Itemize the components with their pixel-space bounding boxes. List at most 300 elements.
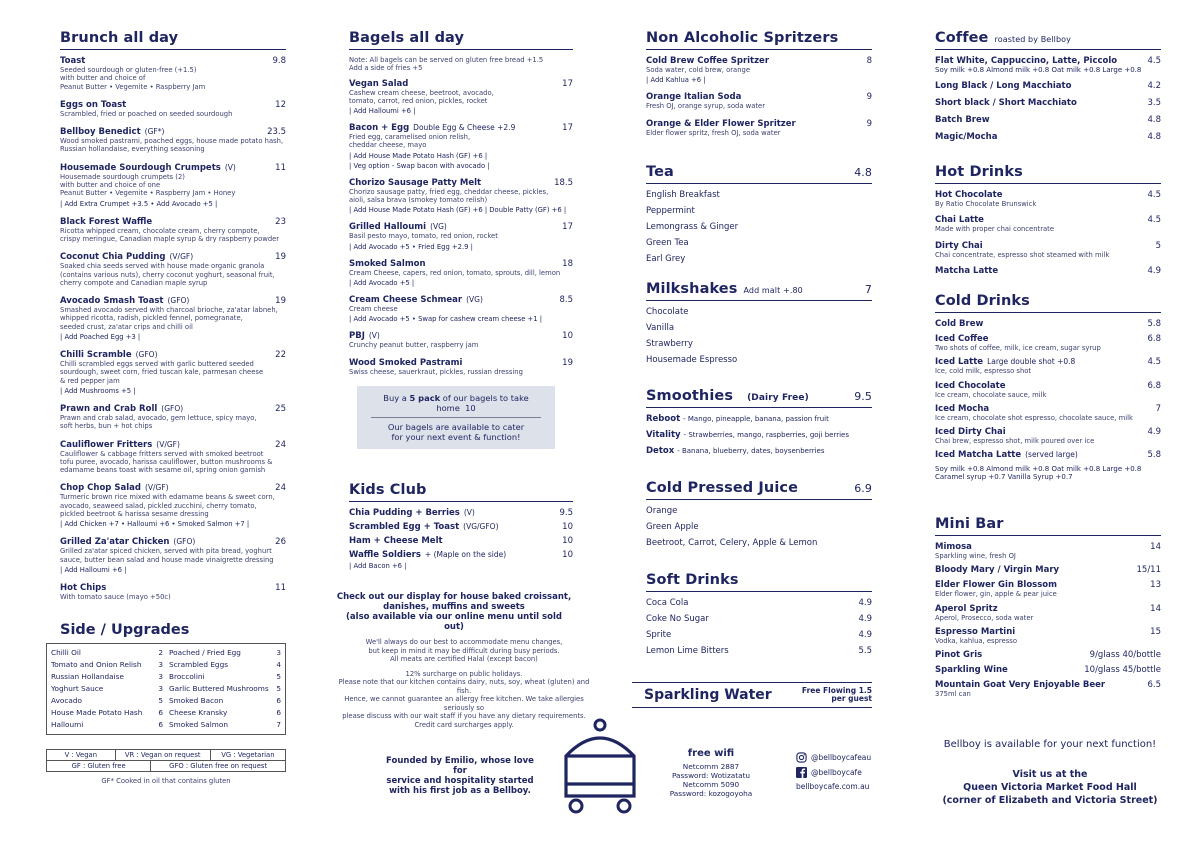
hot-drinks-section	[935, 164, 1161, 283]
menu-item-addon: | Add Halloumi +6 |	[349, 107, 416, 116]
menu-item	[935, 427, 1161, 445]
drink-name: Lemon Lime Bitters	[646, 646, 729, 656]
drink-name: Strawberry	[646, 339, 693, 349]
section-title-cold: Cold Drinks	[935, 293, 1161, 313]
menu-item-addon: | Veg option - Swap bacon with avocado |	[349, 161, 490, 170]
menu-item-name: Toast	[60, 56, 86, 66]
menu-item-desc: Cream cheese	[349, 304, 398, 313]
menu-item-desc: tofu puree, avocado, harissa cauliflower, button mushrooms &	[60, 457, 273, 466]
menu-item-name: Long Black / Long Macchiato	[935, 81, 1072, 91]
menu-item-row	[60, 404, 286, 414]
menu-item-row	[935, 381, 1161, 391]
policy-line: We'll always do our best to accommodate menu changes,	[365, 638, 563, 646]
menu-item-name: Cold Brew Coffee Spritzer	[646, 56, 770, 66]
facebook-icon	[796, 767, 807, 778]
menu-item-price: 9.8	[272, 56, 286, 66]
menu-item-price: 5	[1155, 240, 1161, 251]
menu-item	[349, 331, 573, 349]
legend-v: V : Vegan	[47, 750, 116, 760]
legend-gfstar: GF* Cooked in oil that contains gluten	[101, 777, 231, 785]
side-row	[51, 659, 163, 671]
menu-item-name: Sparkling Wine	[935, 665, 1008, 676]
menu-item-name: Coconut Chia Pudding	[60, 252, 166, 263]
side-name: Smoked Salmon	[169, 720, 228, 729]
menu-item-name: Magic/Mocha	[935, 132, 998, 142]
juice-section	[646, 480, 872, 554]
side-name: Garlic Buttered Mushrooms	[169, 684, 269, 693]
menu-item-name: PBJ	[349, 331, 365, 342]
founded-note: Founded by Emilio, whose love for service and hospitality started with his first job as a Bellboy.	[386, 756, 534, 796]
menu-item-price: 6.8	[1147, 334, 1161, 344]
drink-row	[646, 323, 872, 333]
menu-item-price: 14	[1150, 603, 1161, 614]
menu-item-desc: whipped ricotta, radish, pickled fennel, pomegranate,	[60, 314, 243, 323]
menu-item-name-wrap	[935, 565, 1059, 575]
menu-item	[935, 319, 1161, 329]
menu-item	[60, 56, 286, 91]
menu-item-row	[60, 217, 286, 227]
legend-vr: VR : Vegan on request	[116, 750, 211, 760]
smoothie-name: Reboot	[646, 414, 681, 424]
menu-item-suffix: Double Egg & Cheese +2.9	[413, 123, 516, 133]
menu-item-desc: with butter and choice of	[60, 74, 146, 83]
menu-item	[935, 334, 1161, 352]
bellboy-cart-logo	[560, 716, 640, 816]
menu-item-name: Iced Matcha Latte	[935, 450, 1022, 461]
policy-line: but keep in mind it may be difficult during busy periods.	[368, 646, 560, 655]
menu-item-row	[935, 132, 1161, 142]
kids-club	[335, 482, 573, 574]
menu-item-desc: Elder flower spritz, fresh OJ, soda water	[646, 128, 781, 137]
menu-item-name-wrap	[60, 296, 189, 306]
menu-item-name-wrap	[60, 537, 195, 547]
section-title-milkshakes: Milkshakes Add malt +.80 7	[646, 281, 872, 301]
menu-item-addon: | Add Halloumi +6 |	[60, 565, 127, 574]
menu-item-suffix: (V/GF)	[169, 252, 194, 262]
menu-item	[935, 604, 1161, 622]
menu-item-suffix: (V)	[224, 162, 236, 172]
side-name: Broccolini	[169, 672, 205, 681]
menu-item-row	[935, 241, 1161, 251]
menu-item-row	[935, 115, 1161, 125]
menu-item-desc: seeded crust, za'atar crips and chilli oil	[60, 322, 193, 331]
bagel-promo: Buy a 5 pack of our bagels to take home 10 Our bagels are available to cater for your next event & function!	[357, 386, 555, 449]
drink-name: Lemongrass & Ginger	[646, 222, 739, 232]
side-row	[169, 719, 281, 731]
minibar-section	[935, 516, 1161, 703]
side-name: Halloumi	[51, 720, 84, 729]
menu-item-suffix: (V/GF)	[156, 439, 180, 449]
menu-item-desc: Wood smoked pastrami, poached eggs, house made potato hash,	[60, 137, 284, 146]
smoothie-row	[646, 430, 872, 440]
menu-item-row	[935, 450, 1161, 460]
menu-item-row	[935, 627, 1161, 637]
menu-item-suffix: (GFO)	[135, 350, 158, 360]
menu-item	[60, 404, 286, 431]
drink-row	[646, 646, 872, 656]
menu-item-row	[935, 565, 1161, 575]
diet-legend	[46, 749, 286, 772]
menu-item-price: 7	[1155, 403, 1161, 414]
menu-item	[349, 522, 573, 532]
menu-item-row	[60, 440, 286, 450]
menu-item-name: Iced Coffee	[935, 334, 989, 344]
section-title-soft: Soft Drinks	[646, 572, 872, 592]
menu-item-row	[60, 296, 286, 306]
menu-item-price: 22	[275, 350, 286, 361]
policy-line: Credit card surcharges apply.	[414, 720, 514, 729]
drink-name: Beetroot, Carrot, Celery, Apple & Lemon	[646, 538, 818, 548]
menu-item-row	[935, 650, 1161, 660]
menu-item-name: Iced Latte	[935, 357, 984, 368]
sides-right	[169, 647, 281, 731]
drink-row	[646, 355, 872, 365]
menu-item	[935, 680, 1161, 698]
menu-item-name-wrap	[349, 222, 447, 232]
smoothie-name: Vitality	[646, 430, 681, 440]
menu-item-suffix: (GF*)	[144, 127, 165, 137]
menu-item-addon: | Add Avocado +5 • Fried Egg +2.9 |	[349, 242, 473, 251]
menu-item-price: 26	[275, 537, 286, 548]
menu-item-price: 4.5	[1147, 357, 1161, 368]
menu-item-price: 5.8	[1147, 319, 1161, 329]
drink-name: Peppermint	[646, 206, 695, 216]
menu-item-price: 9/glass 40/bottle	[1089, 650, 1161, 661]
menu-item-name-wrap	[60, 100, 126, 110]
menu-item-desc: Fried egg, caramelised onion relish,	[349, 133, 471, 142]
menu-item-name-wrap	[935, 604, 998, 614]
menu-item-name-wrap	[646, 92, 741, 102]
menu-item-price: 18	[562, 258, 573, 269]
visit-note: Visit us at the Queen Victoria Market Food Hall (corner of Elizabeth and Victoria Street)	[942, 769, 1158, 806]
menu-item-name-wrap	[60, 217, 152, 227]
smoothie-row	[646, 414, 872, 424]
menu-item-name-wrap	[60, 583, 106, 593]
section-title-tea: Tea 4.8	[646, 164, 872, 184]
menu-item	[349, 536, 573, 546]
menu-item-desc: Prawn and crab salad, avocado, gem lettuce, spicy mayo,	[60, 413, 257, 422]
menu-item-name-wrap	[349, 522, 499, 532]
menu-item-row	[935, 542, 1161, 552]
function-note: Bellboy is available for your next function!	[943, 739, 1157, 750]
menu-item-name: Matcha Latte	[935, 265, 999, 276]
side-name: Avocado	[51, 696, 82, 705]
menu-item-price: 4.9	[1147, 427, 1161, 438]
menu-item-name-wrap	[935, 627, 1015, 637]
drink-price: 4.9	[858, 614, 872, 624]
menu-item	[935, 381, 1161, 399]
menu-item-name: Aperol Spritz	[935, 603, 998, 614]
menu-item	[60, 296, 286, 341]
menu-item-price: 10	[562, 550, 573, 560]
menu-item-desc: (contains various nuts), cherry coconut yoghurt, seasonal fruit,	[60, 270, 275, 279]
menu-item-row	[646, 92, 872, 102]
menu-item-name-wrap	[935, 450, 1078, 460]
bagel-note-2: Add a side of fries +5	[349, 64, 423, 73]
side-price: 3	[158, 672, 163, 681]
menu-item	[60, 483, 286, 528]
menu-item-desc: soft herbs, bun + hot chips	[60, 422, 153, 431]
menu-item-name: Iced Dirty Chai	[935, 427, 1006, 438]
menu-item-row	[935, 81, 1161, 91]
menu-item-suffix: (V)	[463, 508, 475, 517]
menu-item	[60, 100, 286, 118]
side-row	[169, 707, 281, 719]
display-note: Check out our display for house baked croissant, danishes, muffins and sweets (also available via our online menu until sold out)	[336, 592, 572, 632]
menu-item-desc: Swiss cheese, sauerkraut, pickles, russian dressing	[349, 367, 523, 376]
drink-name: Chocolate	[646, 307, 689, 317]
side-price: 2	[158, 648, 163, 657]
drink-row	[646, 630, 872, 640]
facebook-handle[interactable]: @bellboycafe	[811, 768, 862, 777]
column-bagels	[335, 30, 573, 449]
menu-item-desc: Seeded sourdough or gluten-free (+1.5)	[60, 66, 197, 74]
menu-item	[935, 627, 1161, 645]
section-title-spritzers: Non Alcoholic Spritzers	[646, 30, 872, 50]
menu-item-desc: Sparkling wine, fresh OJ	[935, 552, 1016, 560]
menu-item-name-wrap	[935, 680, 1105, 690]
menu-item-price: 25	[275, 403, 286, 414]
menu-item-name: Chilli Scramble	[60, 350, 132, 361]
menu-item-name-wrap	[935, 319, 983, 329]
drink-row	[646, 307, 872, 317]
menu-item-name-wrap	[935, 650, 982, 660]
menu-item-name-wrap	[349, 536, 443, 546]
menu-item-desc: Chai concentrate, espresso shot steamed with milk	[935, 250, 1110, 259]
side-price: 3	[158, 684, 163, 693]
menu-item	[935, 565, 1161, 575]
menu-item-price: 19	[275, 252, 286, 263]
side-row	[51, 695, 163, 707]
menu-item-suffix: (V/GF)	[144, 483, 169, 493]
menu-item-name: Smoked Salmon	[349, 258, 426, 269]
menu-item-name-wrap	[349, 259, 426, 269]
menu-item-row	[60, 537, 286, 547]
sides-table	[46, 643, 286, 735]
menu-item-name: Grilled Halloumi	[349, 222, 427, 233]
menu-item	[935, 241, 1161, 259]
menu-item	[60, 217, 286, 244]
menu-item-desc: 375ml can	[935, 690, 971, 699]
menu-item-name-wrap	[935, 357, 1075, 367]
menu-item-price: 10/glass 45/bottle	[1084, 665, 1161, 676]
section-title-minibar: Mini Bar	[935, 516, 1161, 536]
drink-name: Sprite	[646, 630, 672, 640]
menu-item-name-wrap	[60, 56, 85, 66]
menu-item-row	[935, 56, 1161, 66]
menu-item-price: 4.2	[1147, 81, 1161, 91]
menu-item-row	[349, 550, 573, 560]
side-name: House Made Potato Hash	[51, 708, 143, 717]
side-price: 5	[276, 672, 281, 681]
menu-item-desc: Made with proper chai concentrate	[935, 225, 1054, 234]
section-title-kids: Kids Club	[349, 482, 573, 502]
menu-item-desc: Vodka, kahlua, espresso	[935, 636, 1017, 645]
side-name: Yoghurt Sauce	[51, 684, 104, 693]
menu-item-desc: Two shots of coffee, milk, ice cream, sugar syrup	[935, 344, 1101, 352]
menu-item-name-wrap	[60, 163, 236, 173]
drink-name: Vanilla	[646, 323, 675, 333]
menu-item-price: 23	[275, 216, 286, 227]
menu-item-name: Ham + Cheese Melt	[349, 536, 443, 546]
menu-item-desc: Grilled za'atar spiced chicken, served with pita bread, yoghurt	[60, 547, 272, 556]
side-row	[169, 659, 281, 671]
menu-item-name: Cauliflower Fritters	[60, 439, 153, 450]
side-price: 5	[276, 684, 281, 693]
cart-logo-icon	[560, 716, 640, 816]
menu-item-row	[60, 100, 286, 110]
smoothie-desc: - Banana, blueberry, dates, boysenberries	[677, 447, 825, 455]
menu-item-addon: | Add House Made Potato Hash (GF) +6 | Double Patty (GF) +6 |	[349, 206, 567, 215]
menu-item-desc: Aperol, Prosecco, soda water	[935, 613, 1034, 622]
menu-item-price: 5.8	[1147, 450, 1161, 461]
drink-price: 4.9	[858, 630, 872, 640]
menu-item-row	[935, 319, 1161, 329]
menu-item-row	[935, 665, 1161, 675]
menu-item-desc: Crunchy peanut butter, raspberry jam	[349, 341, 479, 350]
menu-item-suffix: (V)	[368, 331, 380, 341]
menu-item-name: Hot Chocolate	[935, 190, 1003, 200]
side-name: Scrambled Eggs	[169, 660, 228, 669]
drink-name: Orange	[646, 506, 678, 516]
side-row	[169, 695, 281, 707]
smoothie-desc: - Mango, pineapple, banana, passion fruit	[683, 415, 829, 423]
menu-item-desc: Smashed avocado served with charcoal brioche, za'atar labneh,	[60, 306, 278, 315]
menu-item-desc: Turmeric brown rice mixed with edamame beans & sweet corn,	[60, 493, 275, 502]
section-title-bagels: Bagels all day	[349, 30, 573, 50]
menu-item-price: 19	[275, 296, 286, 307]
menu-item	[646, 56, 872, 84]
menu-item	[349, 259, 573, 287]
menu-item-price: 4.8	[1147, 132, 1161, 142]
legend-gfo: GFO : Gluten free on request	[169, 762, 268, 770]
drink-price: 5.5	[858, 646, 872, 656]
menu-item-name-wrap	[935, 266, 998, 276]
menu-item-row	[935, 604, 1161, 614]
side-price: 7	[276, 720, 281, 729]
menu-item	[935, 357, 1161, 375]
section-title-juice: Cold Pressed Juice 6.9	[646, 480, 872, 500]
menu-item	[935, 450, 1161, 460]
menu-item	[349, 178, 573, 215]
smoothie-row	[646, 446, 872, 456]
menu-item	[349, 123, 573, 170]
wifi-title: free wifi	[687, 748, 735, 759]
menu-item-name: Waffle Soldiers	[349, 550, 421, 560]
instagram-handle[interactable]: @bellboycafeau	[811, 753, 872, 762]
menu-item	[349, 550, 573, 570]
menu-item	[935, 542, 1161, 560]
menu-item-desc: Soaked chia seeds served with house made organic granola	[60, 262, 265, 271]
menu-item-row	[935, 215, 1161, 225]
menu-item-name-wrap	[60, 483, 169, 493]
menu-item	[349, 79, 573, 116]
menu-item-price: 11	[275, 582, 286, 593]
menu-item-name: Wood Smoked Pastrami	[349, 357, 463, 368]
menu-item-name-wrap	[935, 334, 989, 344]
menu-item-price: 10	[562, 522, 573, 532]
policy-note	[335, 638, 593, 729]
menu-item-price: 23.5	[267, 127, 286, 138]
menu-item-row	[935, 357, 1161, 367]
menu-item-desc: Scrambled, fried or poached on seeded sourdough	[60, 109, 233, 118]
menu-item-price: 4.9	[1147, 265, 1161, 276]
menu-item-name: Espresso Martini	[935, 626, 1016, 637]
menu-item-row	[349, 522, 573, 532]
menu-item-name-wrap	[935, 56, 1117, 66]
menu-item-name: Eggs on Toast	[60, 99, 127, 110]
menu-item-desc: aioli, salsa brava (smokey tomato relish)	[349, 196, 488, 205]
menu-item-desc: edamame beans toast with sesame oil, spring onion garnish	[60, 466, 266, 475]
menu-item-desc: Peanut Butter • Vegemite • Raspberry Jam	[60, 82, 206, 91]
social-links	[796, 752, 896, 791]
menu-item-desc: Cream Cheese, capers, red onion, tomato, sprouts, dill, lemon	[349, 268, 561, 277]
drink-row	[646, 506, 872, 516]
menu-item-name: Flat White, Cappuccino, Latte, Piccolo	[935, 56, 1118, 66]
menu-item-row	[935, 680, 1161, 690]
wifi-info: free wifi Netcomm 2887 Password: Wotizatatu Netcomm 5090 Password: kozogoyoha	[656, 748, 766, 798]
policy-line: Please note that our kitchen contains dairy, nuts, soy, wheat (gluten) and fish.	[338, 678, 590, 695]
menu-item-price: 10	[562, 331, 573, 342]
menu-item-addon: | Add Poached Egg +3 |	[60, 333, 141, 342]
menu-item-price: 24	[275, 439, 286, 450]
menu-item-desc: Chai brew, espresso shot, milk poured over ice	[935, 437, 1095, 446]
drink-row	[646, 339, 872, 349]
menu-item-name-wrap	[935, 115, 990, 125]
menu-item-name-wrap	[349, 508, 475, 518]
side-row	[51, 707, 163, 719]
menu-item	[349, 508, 573, 518]
menu-item-row	[349, 123, 573, 133]
menu-item-desc: Chilli scrambled eggs served with garlic buttered seeded	[60, 360, 254, 369]
menu-item-name-wrap	[349, 358, 462, 368]
side-name: Cheese Kransky	[169, 708, 228, 717]
menu-item-suffix: (served large)	[1025, 450, 1078, 460]
menu-item-row	[60, 163, 286, 173]
menu-item-price: 4.5	[1147, 215, 1161, 226]
drink-row	[646, 222, 872, 232]
drink-row	[646, 522, 872, 532]
menu-item-price: 11	[275, 162, 286, 173]
side-name: Russian Hollandaise	[51, 672, 124, 681]
menu-item	[935, 580, 1161, 598]
menu-item-addon: | Add House Made Potato Hash (GF) +6 |	[349, 151, 488, 160]
menu-item-row	[349, 536, 573, 546]
menu-item-suffix: (VG)	[466, 294, 483, 304]
menu-item-name-wrap	[60, 127, 164, 137]
menu-item-name: Iced Mocha	[935, 403, 990, 414]
side-price: 6	[158, 720, 163, 729]
menu-item-row	[935, 427, 1161, 437]
side-price: 3	[158, 660, 163, 669]
menu-item-desc: tomato, carrot, red onion, pickles, rocket	[349, 96, 488, 105]
menu-item-price: 9.5	[559, 508, 573, 518]
menu-item-addon: | Add Avocado +5 |	[349, 278, 415, 287]
menu-item-desc: Peanut Butter • Vegemite • Raspberry Jam • Honey	[60, 189, 236, 198]
menu-item-name-wrap	[935, 542, 972, 552]
column-drinks	[646, 30, 872, 145]
website-link[interactable]: bellboycafe.com.au	[796, 782, 870, 791]
menu-item	[646, 92, 872, 110]
menu-item-price: 15/11	[1136, 565, 1161, 576]
menu-item-price: 8	[866, 56, 872, 66]
menu-item-price: 17	[562, 222, 573, 233]
drink-name: Coca Cola	[646, 598, 689, 608]
sides-left	[51, 647, 163, 731]
menu-item-desc: Cashew cream cheese, beetroot, avocado,	[349, 88, 494, 97]
section-title-hot: Hot Drinks	[935, 164, 1161, 184]
section-title-brunch: Brunch all day	[60, 30, 286, 50]
